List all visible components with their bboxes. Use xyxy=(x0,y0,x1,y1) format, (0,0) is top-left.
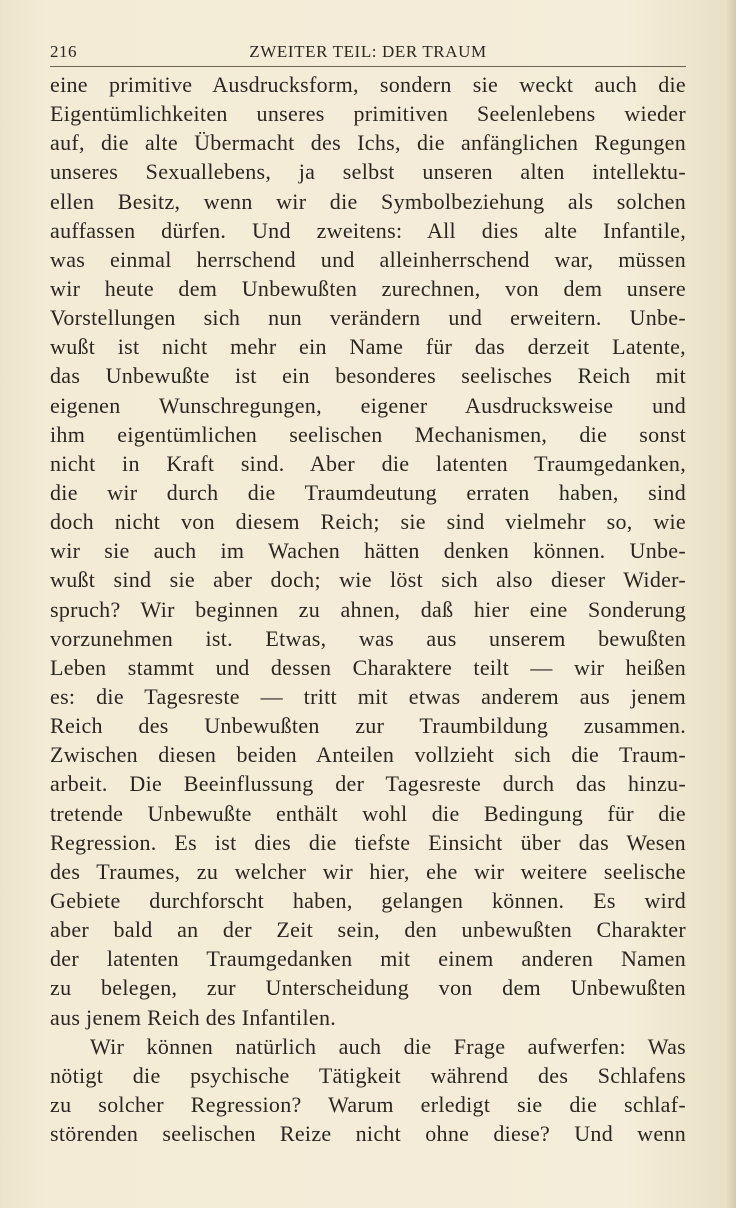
text-line: was einmal herrschend und alleinherrschend war, müssen xyxy=(50,246,686,272)
text-line: doch nicht von diesem Reich; sie sind vielmehr so, wie xyxy=(50,509,686,535)
paragraph xyxy=(50,70,686,1032)
running-title: ZWEITER TEIL: DER TRAUM xyxy=(249,42,487,61)
text-line: arbeit. Die Beeinflussung der Tagesreste durch das hinzu- xyxy=(50,771,686,797)
text-line: tretende Unbewußte enthält wohl die Bedingung für die xyxy=(50,800,686,826)
text-line: nötigt die psychische Tätigkeit während des Schlafens xyxy=(50,1062,686,1088)
text-line: Reich des Unbewußten zur Traumbildung zusammen. xyxy=(50,713,686,739)
text-line: ellen Besitz, wenn wir die Symbolbeziehung als solchen xyxy=(50,188,686,214)
page-number: 216 xyxy=(50,42,77,61)
text-line: zu solcher Regression? Warum erledigt sie die schlaf- xyxy=(50,1091,686,1117)
text-line: zu belegen, zur Unterscheidung von dem Unbewußten xyxy=(50,975,686,1001)
text-line: eigenen Wunschregungen, eigener Ausdrucksweise und xyxy=(50,392,686,418)
text-line: Vorstellungen sich nun verändern und erweitern. Unbe- xyxy=(50,305,686,331)
text-line: spruch? Wir beginnen zu ahnen, daß hier eine Sonderung xyxy=(50,596,686,622)
text-line: das Unbewußte ist ein besonderes seelisches Reich mit xyxy=(50,363,686,389)
text-line: wir sie auch im Wachen hätten denken können. Unbe- xyxy=(50,538,686,564)
text-line: auffassen dürfen. Und zweitens: All dies alte Infantile, xyxy=(50,217,686,243)
text-line: der latenten Traumgedanken mit einem anderen Namen xyxy=(50,946,686,972)
text-line: Gebiete durchforscht haben, gelangen können. Es wird xyxy=(50,887,686,913)
text-line: Wir können natürlich auch die Frage aufwerfen: Was xyxy=(90,1033,686,1059)
text-line: nicht in Kraft sind. Aber die latenten Traumgedanken, xyxy=(50,450,686,476)
text-line: die wir durch die Traumdeutung erraten haben, sind xyxy=(50,479,686,505)
text-line: es: die Tagesreste — tritt mit etwas anderem aus jenem xyxy=(50,683,686,709)
body-text xyxy=(50,70,686,1148)
text-line: störenden seelischen Reize nicht ohne diese? Und wenn xyxy=(50,1121,686,1147)
text-line: aber bald an der Zeit sein, den unbewußten Charakter xyxy=(50,917,686,943)
text-line: aus jenem Reich des Infantilen. xyxy=(50,1004,337,1030)
text-line: wußt sind sie aber doch; wie löst sich also dieser Wider- xyxy=(50,567,686,593)
paragraph xyxy=(50,1032,686,1149)
text-line: Zwischen diesen beiden Anteilen vollzieht sich die Traum- xyxy=(50,742,686,768)
page-header xyxy=(50,40,686,66)
text-line: des Traumes, zu welcher wir hier, ehe wir weitere seelische xyxy=(50,858,686,884)
text-line: Regression. Es ist dies die tiefste Einsicht über das Wesen xyxy=(50,829,686,855)
text-line: eine primitive Ausdrucksform, sondern sie weckt auch die xyxy=(50,72,686,97)
page-edge-shadow xyxy=(726,0,736,1208)
text-line: wußt ist nicht mehr ein Name für das derzeit Latente, xyxy=(50,334,686,360)
text-line: Eigentümlichkeiten unseres primitiven Seelenlebens wieder xyxy=(50,101,686,127)
header-rule xyxy=(50,66,686,67)
text-line: auf, die alte Übermacht des Ichs, die anfänglichen Regungen xyxy=(50,130,686,156)
text-line: ihm eigentümlichen seelischen Mechanismen, die sonst xyxy=(50,421,686,447)
text-line: unseres Sexuallebens, ja selbst unseren alten intellektu- xyxy=(50,159,686,185)
text-line: wir heute dem Unbewußten zurechnen, von dem unsere xyxy=(50,275,686,301)
text-line: Leben stammt und dessen Charaktere teilt — wir heißen xyxy=(50,654,686,680)
text-line: vorzunehmen ist. Etwas, was aus unserem bewußten xyxy=(50,625,686,651)
